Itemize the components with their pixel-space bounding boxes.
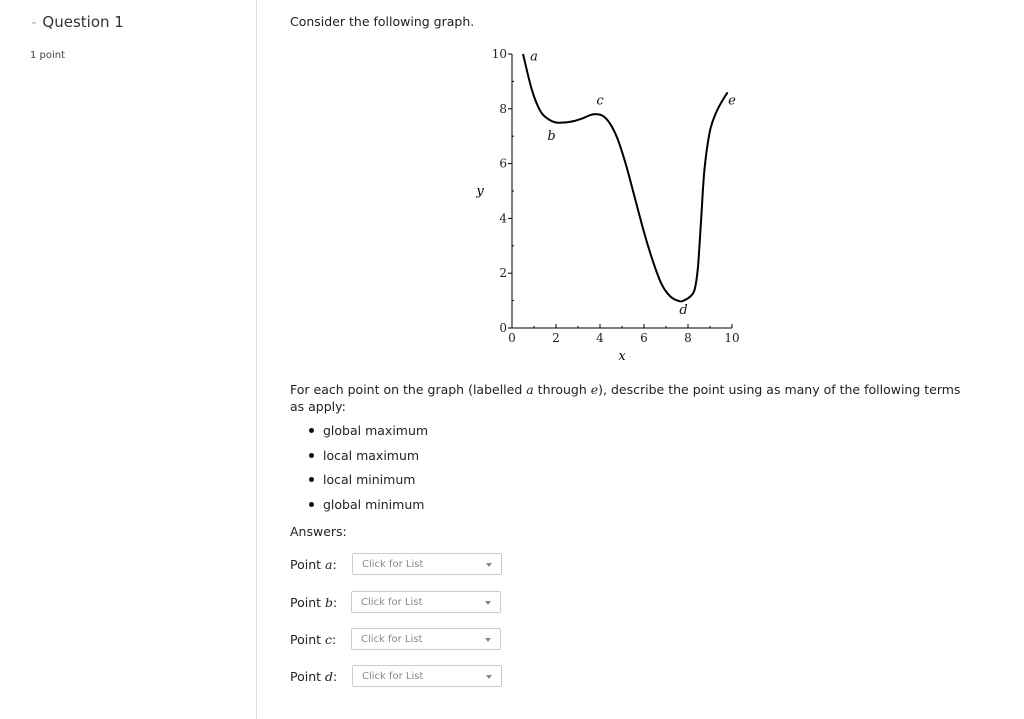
answer-label-prefix: Point <box>290 632 326 647</box>
term-label: global minimum <box>323 496 425 512</box>
answers-label: Answers: <box>290 524 347 539</box>
term-label: local minimum <box>323 472 416 487</box>
question-body <box>290 0 990 719</box>
point-label-e: e <box>728 93 736 109</box>
y-tick-label: 8 <box>499 101 507 116</box>
y-tick-label: 0 <box>499 321 507 335</box>
answer-label-var: d <box>325 669 334 684</box>
graph-axes <box>512 54 732 328</box>
term-label: global maximum <box>323 423 429 438</box>
bullet-icon <box>309 428 314 433</box>
description-suffix: ), describe the point using as many of the following terms as apply: <box>290 382 961 414</box>
select-placeholder: Click for List <box>362 671 424 682</box>
point-c-select[interactable] <box>351 628 501 650</box>
description-var-e: e <box>590 382 599 397</box>
x-axis-label: x <box>618 349 626 364</box>
x-tick-label: 6 <box>640 331 648 345</box>
answer-label-suffix: : <box>333 669 338 684</box>
caret-down-icon[interactable] <box>486 563 492 567</box>
select-placeholder: Click for List <box>361 634 423 645</box>
answer-label-prefix: Point <box>290 595 326 610</box>
list-item <box>306 422 428 447</box>
question-intro: Consider the following graph. <box>290 14 475 29</box>
bullet-icon <box>309 502 314 507</box>
y-tick-label: 4 <box>499 211 507 226</box>
description-var-a: a <box>526 382 534 397</box>
term-label: local maximum <box>323 447 420 463</box>
point-label-c: c <box>596 93 604 109</box>
description-middle: through <box>533 382 591 397</box>
caret-down-icon[interactable] <box>485 638 491 642</box>
caret-down-icon[interactable] <box>485 601 491 605</box>
answer-label <box>290 557 337 572</box>
list-item <box>306 471 428 496</box>
point-label-a: a <box>530 49 538 65</box>
question-title: Question 1 <box>42 13 124 31</box>
x-tick-label: 4 <box>596 331 604 345</box>
x-tick-label: 10 <box>724 331 740 345</box>
answer-label-suffix: : <box>333 595 338 610</box>
answer-label-suffix: : <box>332 557 337 572</box>
list-item <box>306 496 428 521</box>
answer-label-var: c <box>325 632 333 647</box>
y-tick-label: 6 <box>499 156 507 171</box>
answer-label-prefix: Point <box>290 669 326 684</box>
y-tick-label: 10 <box>491 47 507 61</box>
caret-down-icon[interactable] <box>486 675 492 679</box>
list-item <box>306 447 428 472</box>
answer-label <box>290 595 337 610</box>
point-b-select[interactable] <box>351 591 501 613</box>
question-header[interactable] <box>31 13 124 31</box>
point-a-select[interactable] <box>352 553 502 575</box>
graph-point-labels <box>530 50 736 318</box>
select-placeholder: Click for List <box>361 597 423 608</box>
terms-list <box>306 422 428 520</box>
answer-label-var: a <box>325 557 333 572</box>
collapse-toggle[interactable]: - <box>31 13 37 31</box>
answer-label <box>290 632 336 647</box>
point-d-select[interactable] <box>352 665 502 687</box>
x-tick-label: 0 <box>508 331 516 345</box>
y-axis-label: y <box>476 184 484 199</box>
function-graph <box>460 36 790 366</box>
question-description <box>290 381 970 415</box>
answer-label-prefix: Point <box>290 557 326 572</box>
bullet-icon <box>309 477 314 482</box>
description-prefix: For each point on the graph (labelled <box>290 382 527 397</box>
x-tick-label: 8 <box>684 331 692 345</box>
answer-label <box>290 669 337 684</box>
x-tick-label: 2 <box>552 331 560 345</box>
question-points: 1 point <box>30 50 66 61</box>
answer-label-suffix: : <box>332 632 337 647</box>
y-tick-label: 2 <box>499 266 507 281</box>
bullet-icon <box>309 453 314 458</box>
graph-curve <box>523 54 728 301</box>
point-label-b: b <box>547 129 556 145</box>
point-label-d: d <box>679 303 688 319</box>
select-placeholder: Click for List <box>362 559 424 570</box>
question-sidebar <box>0 0 257 719</box>
answer-label-var: b <box>325 595 334 610</box>
